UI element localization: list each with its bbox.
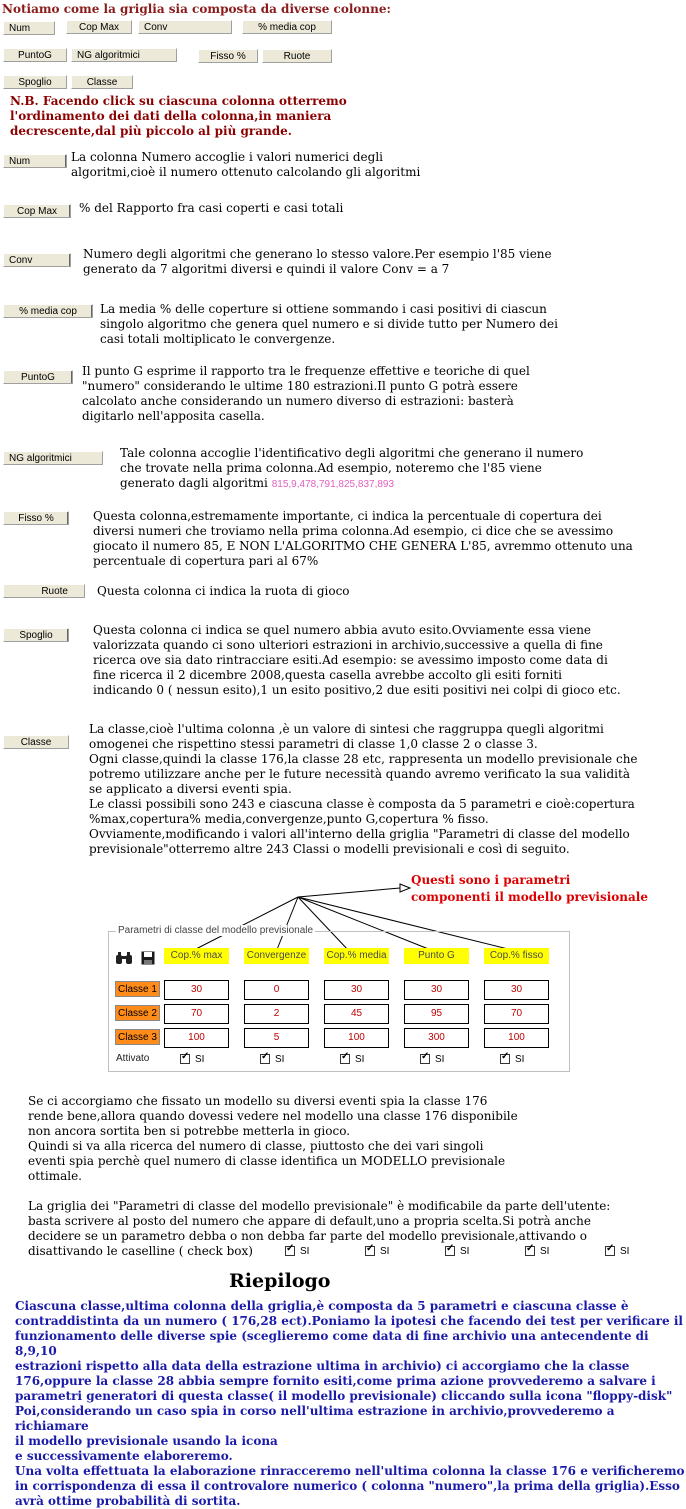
class-1-cop-fisso-input[interactable]: 30	[484, 980, 549, 1000]
panel-title: Parametri di classe del modello previsionale	[118, 925, 314, 936]
class-2-cop-media-input[interactable]: 45	[324, 1004, 389, 1024]
class-2-cop-fisso-input[interactable]: 70	[484, 1004, 549, 1024]
class-2-label: Classe 2	[115, 1005, 160, 1021]
example-checkbox-1[interactable]	[285, 1246, 309, 1257]
class-3-punto-g-input[interactable]: 300	[404, 1028, 469, 1048]
cop-media-activated-checkbox[interactable]	[340, 1054, 364, 1065]
column-header-fisso[interactable]: Fisso %	[3, 511, 69, 525]
cop-max-activated-checkbox[interactable]	[180, 1054, 204, 1065]
activated-label: Attivato	[116, 1053, 150, 1064]
column-header-ng-algoritmici[interactable]: NG algoritmici	[3, 451, 103, 465]
floppy-disk-icon[interactable]	[141, 950, 155, 964]
checkbox-label: SI	[300, 1246, 310, 1257]
description-conv: Numero degli algoritmi che generano lo stesso valore.Per esempio l'85 viene generato da 7 algoritmi diversi e quindi il valore Conv = a 7	[83, 247, 552, 276]
checkbox-label: SI	[380, 1246, 390, 1257]
convergenze-activated-checkbox[interactable]	[260, 1054, 284, 1065]
class-3-cop-media-input[interactable]: 100	[324, 1028, 389, 1048]
class-2-punto-g-input[interactable]: 95	[404, 1004, 469, 1024]
algorithm-id-list: 815,9,478,791,825,837,893	[271, 479, 395, 490]
class-1-punto-g-input[interactable]: 30	[404, 980, 469, 1000]
column-header-puntog[interactable]: PuntoG	[3, 48, 67, 62]
summary-title: Riepilogo	[229, 1270, 331, 1292]
column-header-media-cop[interactable]: % media cop	[242, 20, 332, 34]
column-header-ruote[interactable]: Ruote	[262, 49, 332, 63]
description-num: La colonna Numero accoglie i valori numerici degli algoritmi,cioè il numero ottenuto calcolando gli algoritmi	[71, 150, 421, 179]
checkbox-label: SI	[540, 1246, 550, 1257]
checkbox-label: SI	[275, 1054, 285, 1065]
description-ng-text: Tale colonna accoglie l'identificativo degli algoritmi che generano il numero che trovate nella prima colonna.Ad esempio, noteremo che l'85 viene generato dagli algoritmi	[120, 446, 584, 490]
column-header-classe[interactable]: Classe	[3, 735, 69, 749]
class-1-cop-max-input[interactable]: 30	[164, 980, 229, 1000]
column-header-cop-max[interactable]: Cop Max	[66, 20, 132, 34]
body-paragraph-2: La griglia dei "Parametri di classe del modello previsionale" è modificabile da parte dell'utente: basta scrivere al posto del numero che appare di default,uno a propria scelta.Si potrà anche decidere se un parametro debba o non debba far parte del modello previsionale,attivando o disattivando le caselline ( check box)	[28, 1199, 611, 1258]
column-header-num[interactable]: Num	[3, 154, 67, 168]
description-ruote: Questa colonna ci indica la ruota di gioco	[97, 584, 350, 598]
column-header-fisso[interactable]: Fisso %	[198, 49, 258, 63]
param-header-cop-max: Cop.% max	[164, 948, 229, 964]
punto-g-activated-checkbox[interactable]	[420, 1054, 444, 1065]
class-3-cop-max-input[interactable]: 100	[164, 1028, 229, 1048]
body-paragraph-1: Se ci accorgiamo che fissato un modello su diversi eventi spia la classe 176 rende bene,allora quando dovessi vedere nel modello una classe 176 disponibile non ancora sortita ben si potrebbe metterla in gioco. Quindi si va alla ricerca del numero di classe, piuttosto che dei vari singoli eventi spia perchè quel numero di classe identifica un MODELLO previsionale ottimale.	[28, 1094, 518, 1183]
note-sort-info: N.B. Facendo click su ciascuna colonna otterremo l'ordinamento dei dati della colonna,in maniera decrescente,dal più piccolo al più grande.	[10, 94, 347, 138]
parameters-annotation: Questi sono i parametri componenti il modello previsionale	[411, 873, 648, 904]
description-spoglio: Questa colonna ci indica se quel numero abbia avuto esito.Ovviamente essa viene valorizzata quando ci sono ulteriori estrazioni in archivio,successive a quella di fine ricerca ove sia dato rintracciare esiti.Ad esempio: se avessimo imposto come data di fine ricerca il 2 dicembre 2008,questa casella avrebbe accolto gli esiti forniti indicando 0 ( nessun esito),1 un esito positivo,2 due esiti positivi nei colpi di gioco etc.	[93, 623, 621, 697]
column-header-puntog[interactable]: PuntoG	[3, 370, 73, 384]
class-1-convergenze-input[interactable]: 0	[244, 980, 309, 1000]
column-header-cop-max[interactable]: Cop Max	[3, 204, 71, 218]
description-cop-max: % del Rapporto fra casi coperti e casi totali	[79, 201, 344, 215]
example-checkbox-5[interactable]	[605, 1246, 629, 1257]
example-checkbox-3[interactable]	[445, 1246, 469, 1257]
cop-fisso-activated-checkbox[interactable]	[500, 1054, 524, 1065]
column-header-conv[interactable]: Conv	[3, 253, 71, 267]
class-3-cop-fisso-input[interactable]: 100	[484, 1028, 549, 1048]
checkbox-label: SI	[195, 1054, 205, 1065]
param-header-cop-fisso: Cop.% fisso	[484, 948, 549, 964]
summary-text: Ciascuna classe,ultima colonna della griglia,è composta da 5 parametri e ciascuna classe è contraddistinta da un numero ( 176,28 ect).Poniamo la ipotesi che facendo dei test per verificare il funzionamento delle diverse spie (sceglieremo come data di fine archivio una antecendente di 8,9,10 estrazioni rispetto alla data della estrazione ultima in archivio) ci accorgiamo che la classe 176,oppure la classe 28 abbia sempre fornito esiti,come prima azione provvederemo a salvare i parametri generatori di questa classe( il modello previsionale) cliccando sulla icona "floppy-disk" Poi,considerando un caso spia in corso nell'ultima estrazione in archivio,provvederemo a richiamare il modello previsionale usando la icona e successivamente elaboreremo. Una volta effettuata la elaborazione rinracceremo nell'ultima colonna la classe 176 e verificheremo in corrispondenza di essa il controvalore numerico ( colonna "numero",la prima della griglia).Esso avrà ottime probabilità di sortita.	[15, 1299, 685, 1508]
description-puntog: Il punto G esprime il rapporto tra le frequenze effettive e teoriche di quel "numero" considerando le ultime 180 estrazioni.Il punto G potrà essere calcolato anche considerando un numero diverso di estrazioni: basterà digitarlo nell'apposita casella.	[82, 364, 530, 423]
checkbox-label: SI	[355, 1054, 365, 1065]
intro-heading: Notiamo come la griglia sia composta da diverse colonne:	[2, 2, 391, 16]
class-2-convergenze-input[interactable]: 2	[244, 1004, 309, 1024]
param-header-cop-media: Cop.% media	[324, 948, 389, 964]
checkbox-label: SI	[435, 1054, 445, 1065]
description-classe: La classe,cioè l'ultima colonna ,è un valore di sintesi che raggruppa quegli algoritmi omogenei che rispettino stessi parametri di classe 1,0 classe 2 o classe 3. Ogni classe,quindi la classe 176,la classe 28 etc, rappresenta un modello previsionale che potremo utilizzare anche per le future necessità quando avremo verificato la sua validità se applicato a diversi eventi spia. Le classi possibili sono 243 e ciascuna classe è composta da 5 parametri e cioè:copertura %max,copertura% media,convergenze,punto G,copertura % fisso. Ovviamente,modificando i valori all'interno della griglia "Parametri di classe del modello previsionale"otterremo altre 243 Classi o modelli previsionali e così di seguito.	[89, 722, 638, 856]
class-3-label: Classe 3	[115, 1029, 160, 1045]
column-header-media-cop[interactable]: % media cop	[3, 304, 93, 318]
param-header-punto-g: Punto G	[404, 948, 469, 964]
example-checkbox-2[interactable]	[365, 1246, 389, 1257]
binoculars-icon[interactable]	[115, 950, 133, 964]
class-1-label: Classe 1	[115, 981, 160, 997]
class-2-cop-max-input[interactable]: 70	[164, 1004, 229, 1024]
column-header-classe[interactable]: Classe	[71, 75, 133, 89]
checkbox-label: SI	[515, 1054, 525, 1065]
class-3-convergenze-input[interactable]: 5	[244, 1028, 309, 1048]
column-header-ng-algoritmici[interactable]: NG algoritmici	[71, 48, 177, 62]
column-header-conv[interactable]: Conv	[138, 20, 232, 34]
column-header-num[interactable]: Num	[3, 21, 55, 35]
checkbox-label: SI	[460, 1246, 470, 1257]
column-header-spoglio[interactable]: Spoglio	[3, 628, 69, 642]
column-header-spoglio[interactable]: Spoglio	[3, 75, 67, 89]
checkbox-label: SI	[620, 1246, 630, 1257]
example-checkbox-4[interactable]	[525, 1246, 549, 1257]
description-media-cop: La media % delle coperture si ottiene sommando i casi positivi di ciascun singolo algoritmo che genera quel numero e si divide tutto per Numero dei casi totali moltiplicato le convergenze.	[100, 302, 558, 346]
class-1-cop-media-input[interactable]: 30	[324, 980, 389, 1000]
param-header-convergenze: Convergenze	[244, 948, 309, 964]
column-header-ruote[interactable]: Ruote	[3, 584, 85, 598]
description-fisso: Questa colonna,estremamente importante, ci indica la percentuale di copertura dei diversi numeri che troviamo nella prima colonna.Ad esempio, ci dice che se avessimo giocato il numero 85, E NON L'ALGORITMO CHE GENERA L'85, avremmo ottenuto una percentuale di copertura pari al 67%	[93, 509, 633, 568]
